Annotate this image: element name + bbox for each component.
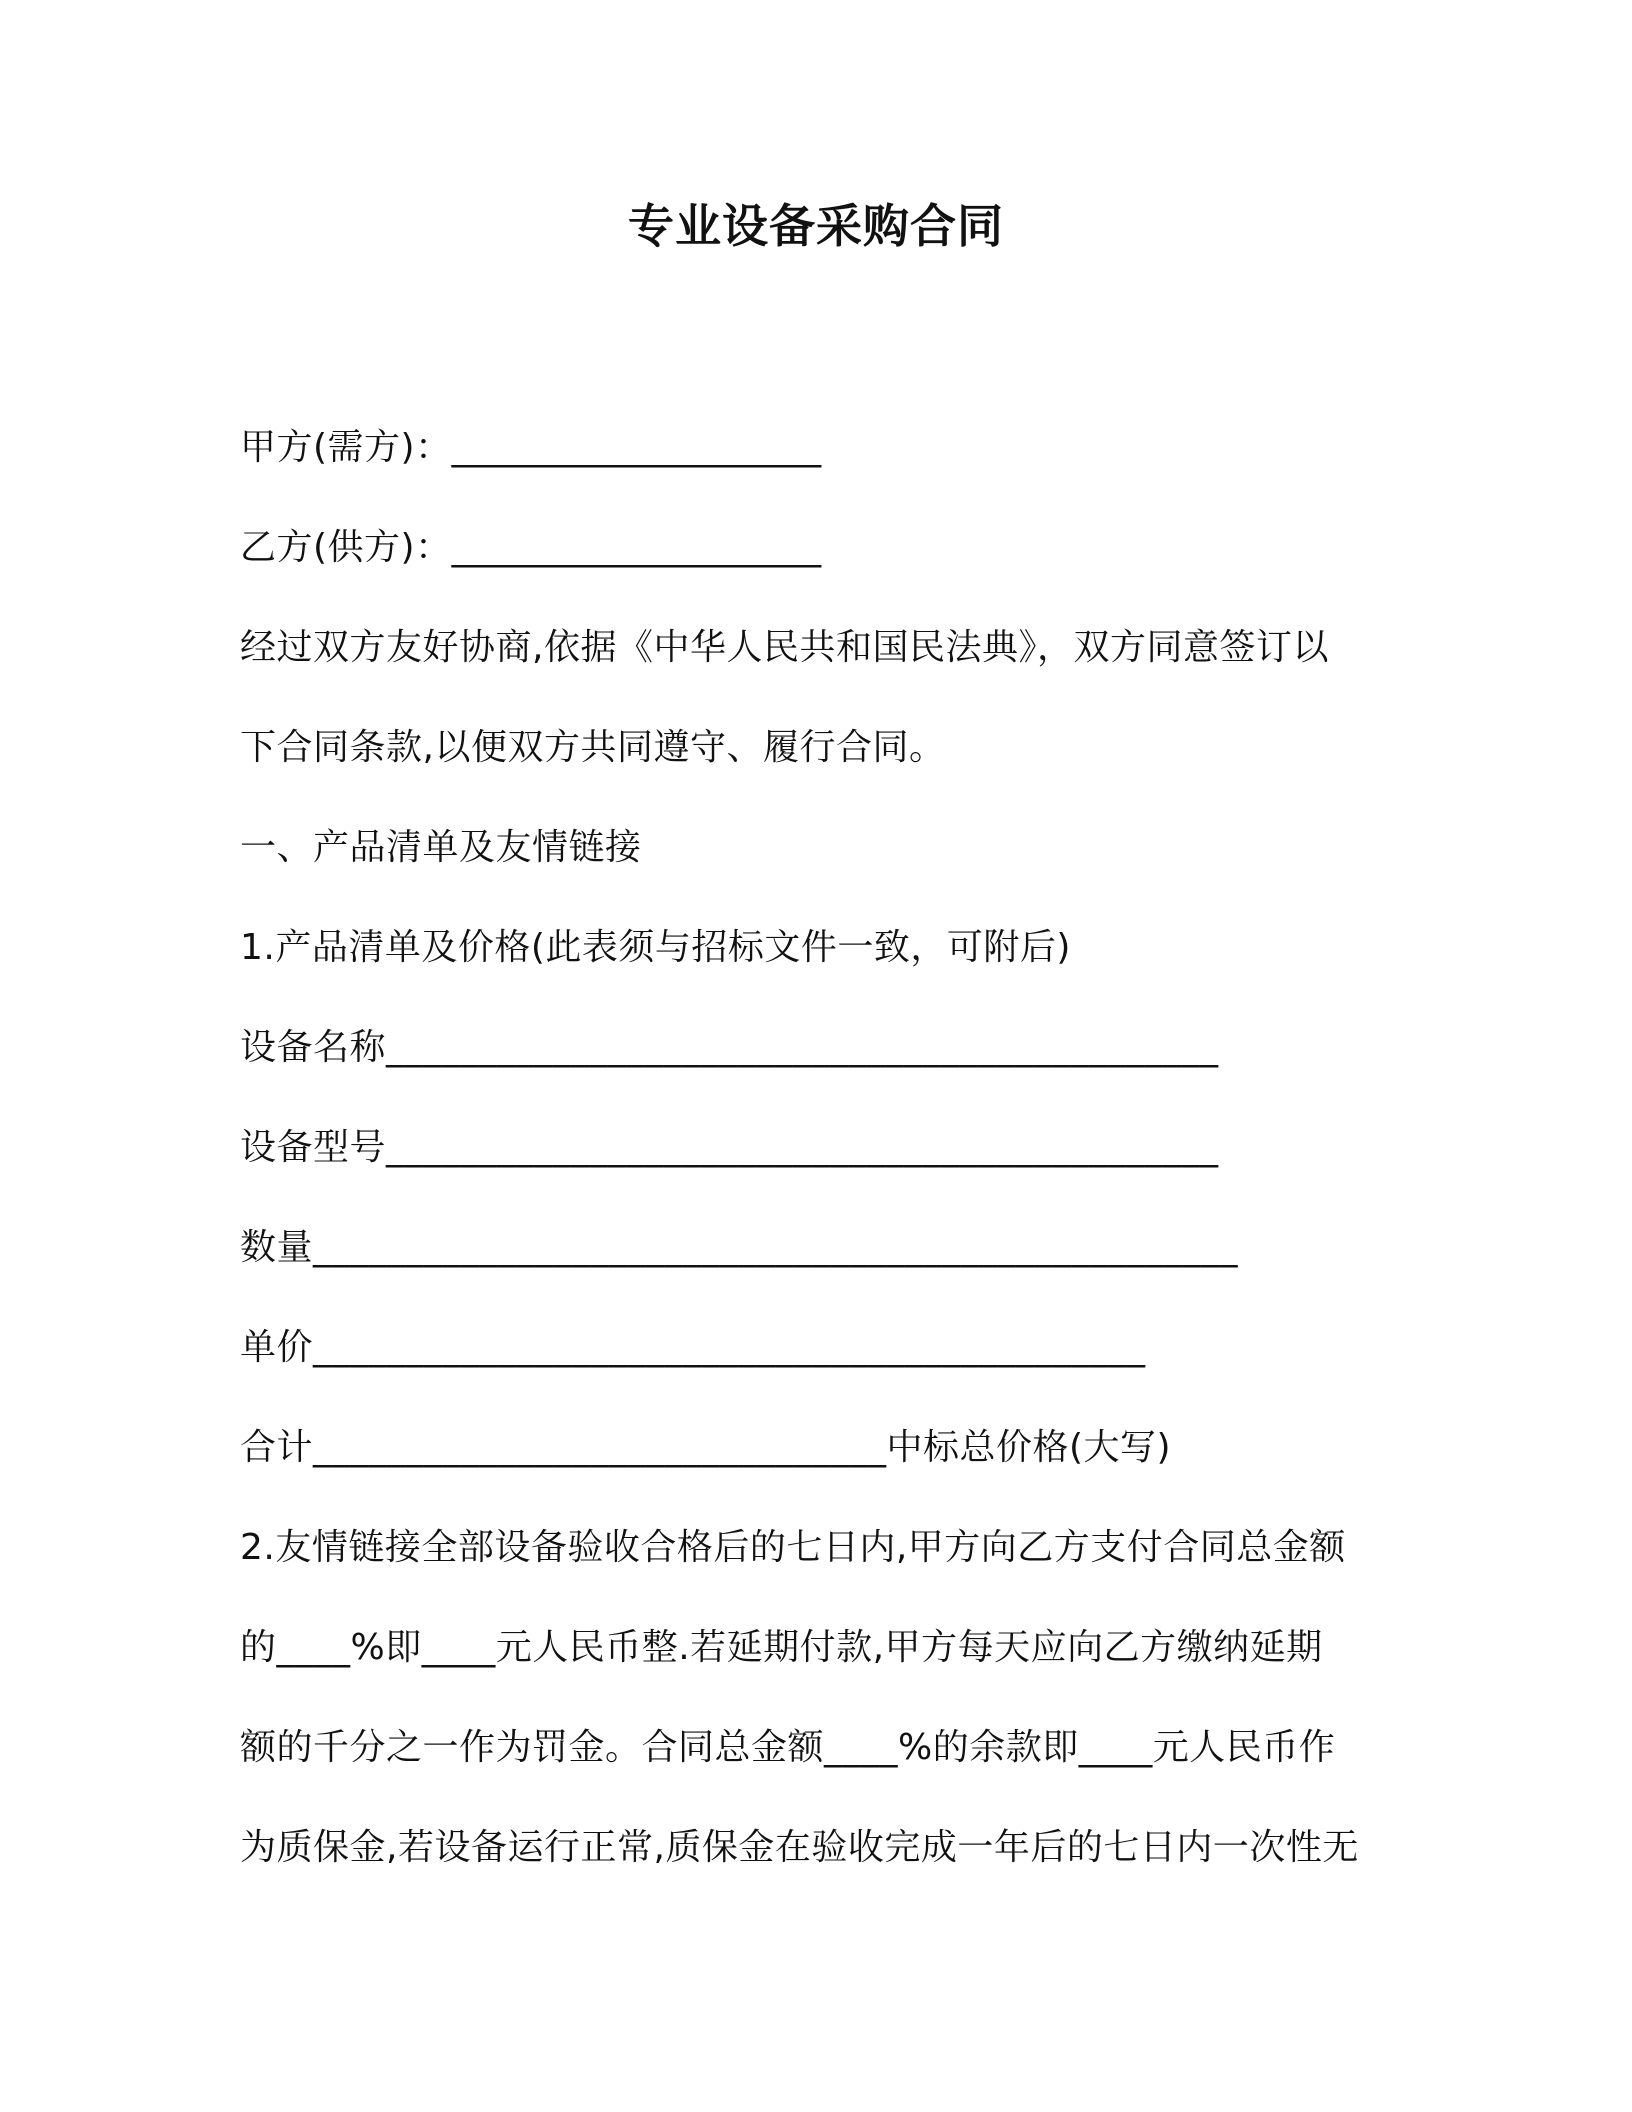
clause-2-line-4: 为质保金,若设备运行正常,质保金在验收完成一年后的七日内一次性无 [240,1827,1359,1868]
equipment-name-line: 设备名称_____________________________________________ [240,1027,1219,1068]
clause-2-line-2: 的____%即____元人民币整.若延期付款,甲方每天应向乙方缴纳延期 [240,1627,1323,1668]
equipment-model-line: 设备型号_____________________________________________ [240,1127,1219,1168]
party-b-line: 乙方(供方)：____________________ [240,527,822,568]
clause-2-line-3: 额的千分之一作为罚金。合同总金额____%的余款即____元人民币作 [240,1727,1336,1768]
section-heading-1: 一、产品清单及友情链接 [240,827,642,868]
unit-price-line: 单价_____________________________________________ [240,1327,1146,1368]
document-title: 专业设备采购合同 [628,199,1004,253]
preamble-line-1: 经过双方友好协商,依据《中华人民共和国民法典》，双方同意签订以 [240,627,1329,668]
quantity-line: 数量__________________________________________________ [240,1227,1238,1268]
total-line: 合计_______________________________中标总价格(大写) [240,1427,1172,1468]
party-a-line: 甲方(需方)：____________________ [240,427,822,468]
clause-1-heading: 1.产品清单及价格(此表须与招标文件一致，可附后) [240,927,1071,968]
preamble-line-2: 下合同条款,以便双方共同遵守、履行合同。 [240,727,946,768]
clause-2-line-1: 2.友情链接全部设备验收合格后的七日内,甲方向乙方支付合同总金额 [240,1527,1346,1568]
